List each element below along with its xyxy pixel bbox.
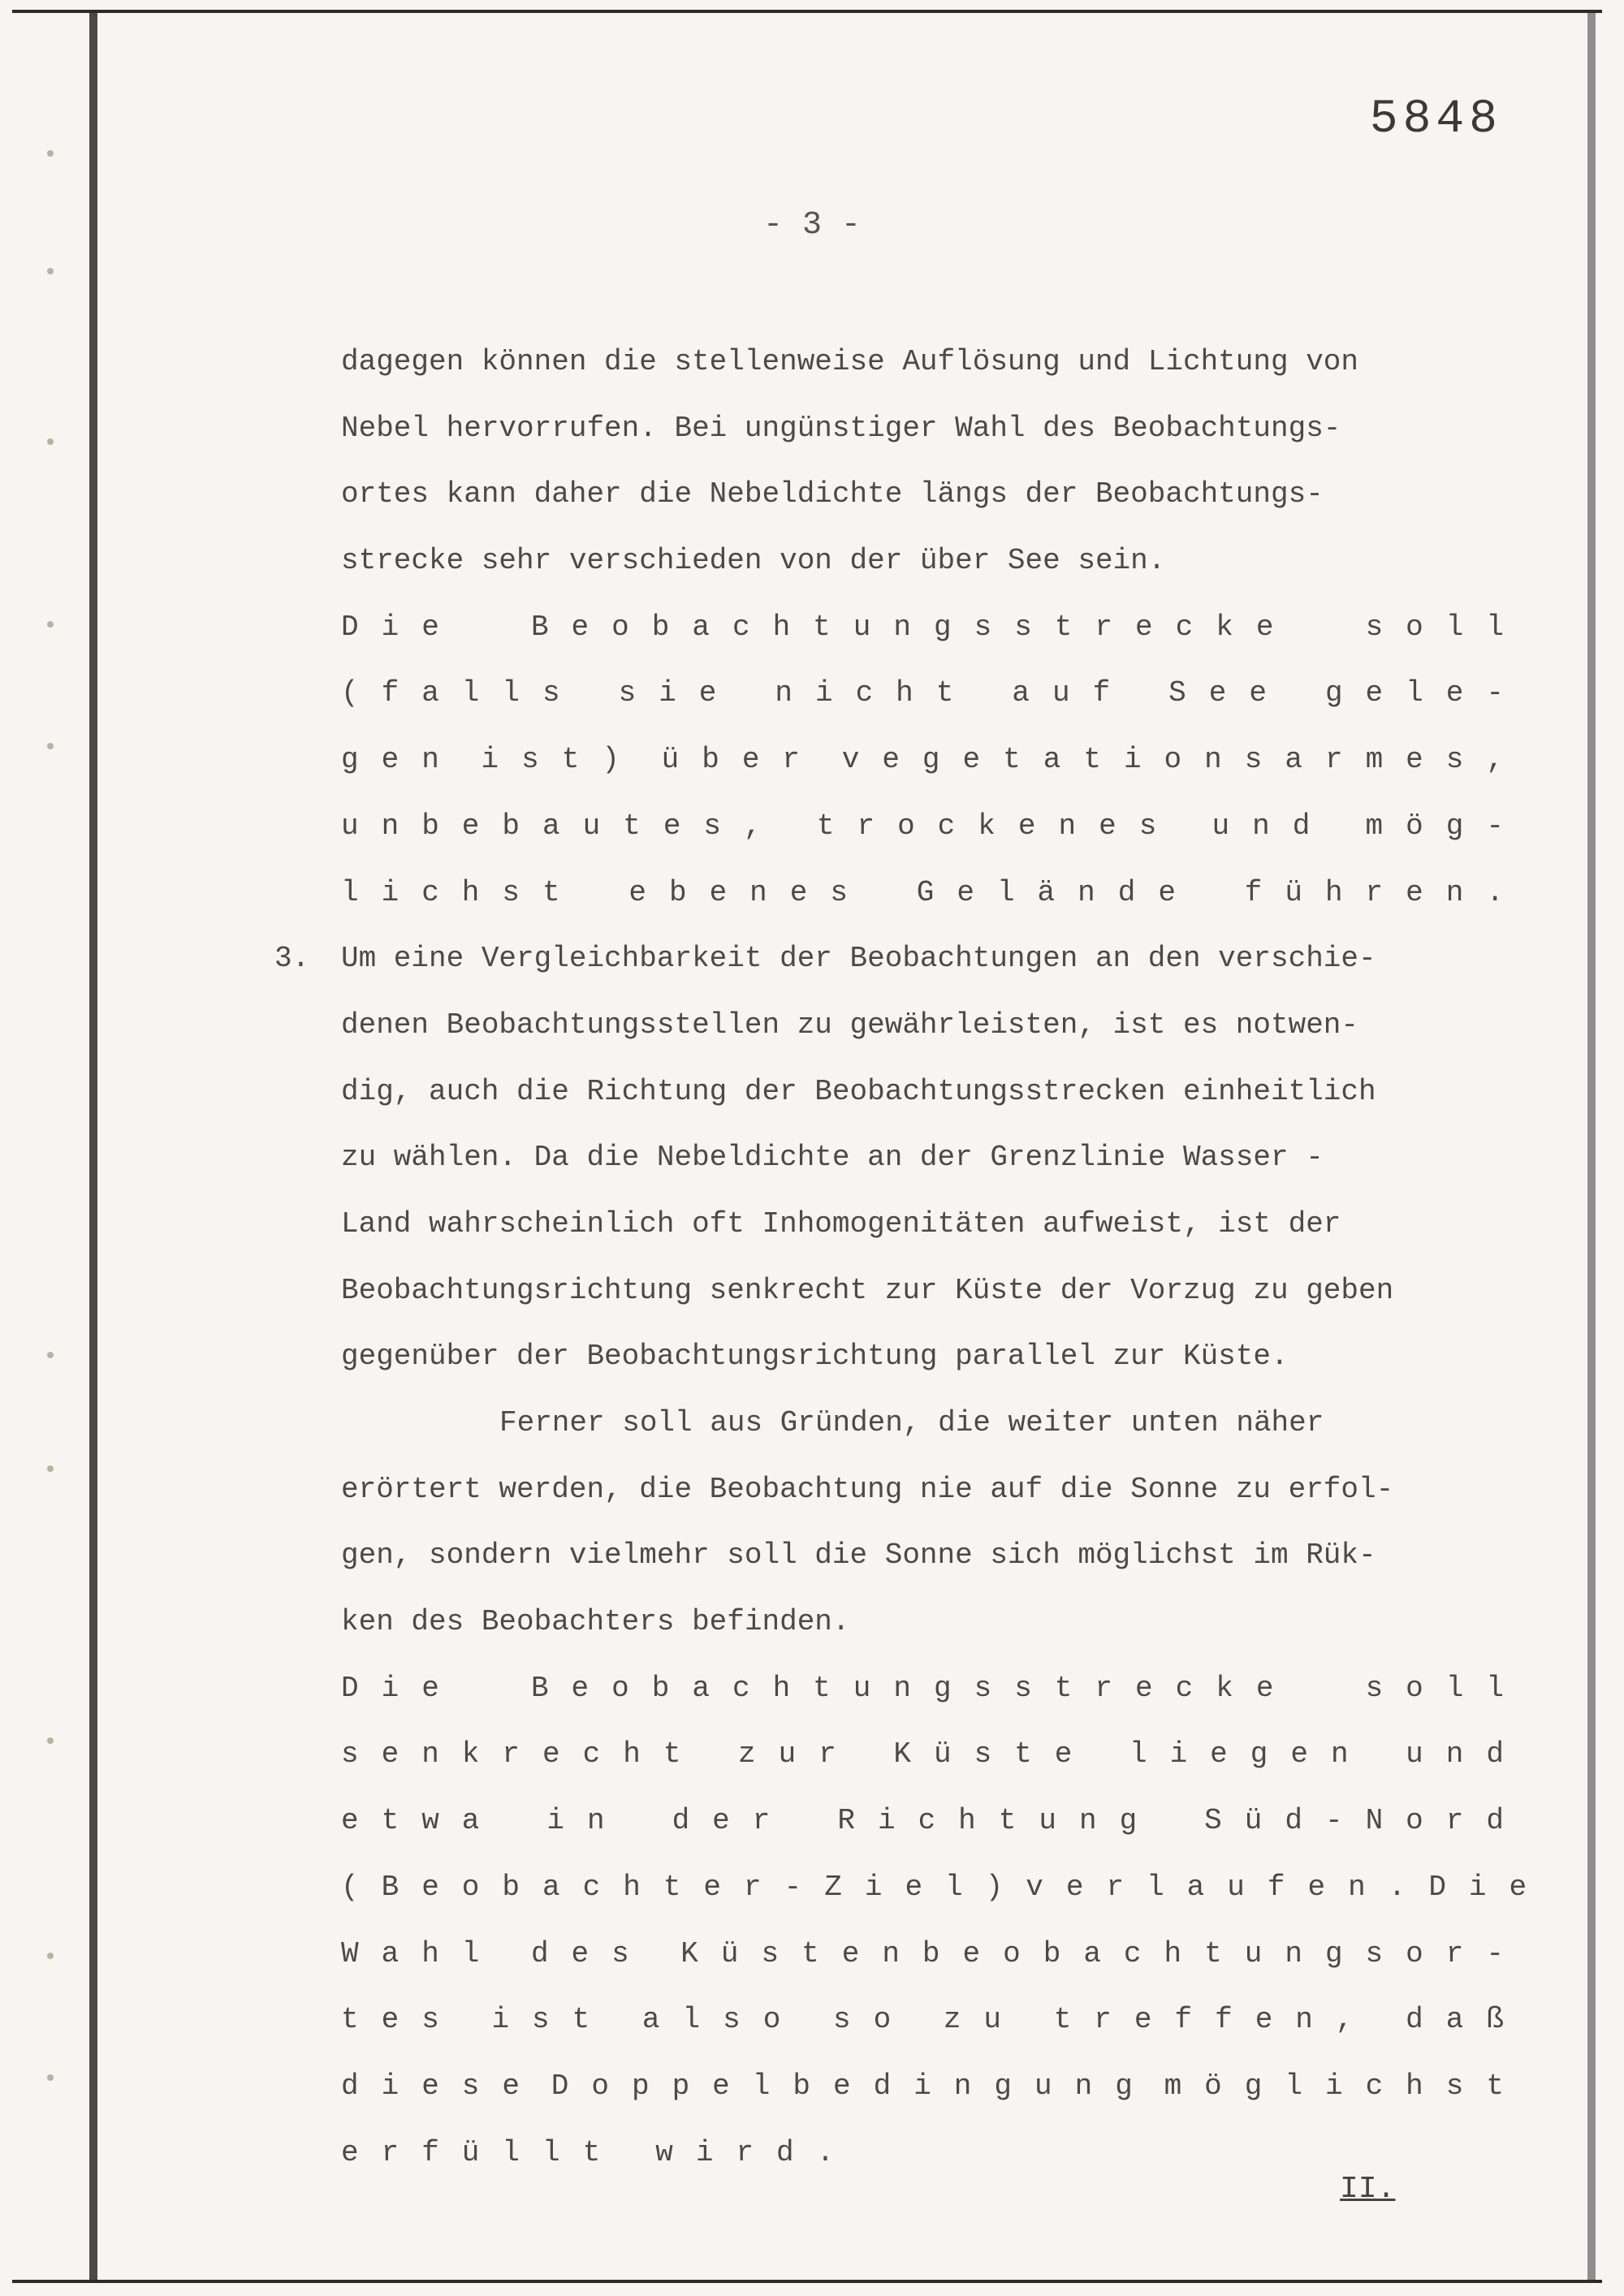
text-line: Um eine Vergleichbarkeit der Beobachtungen an den verschie-	[341, 942, 1376, 976]
spaced-word: vegetationsarmes,	[841, 743, 1527, 777]
spaced-word: Wahl	[341, 1936, 503, 1970]
spaced-word: verlaufen.	[1026, 1870, 1429, 1904]
spaced-word: ist)	[481, 743, 642, 777]
spaced-text-line	[341, 1788, 1527, 1854]
spaced-word: Küste	[893, 1737, 1095, 1772]
spaced-word: nicht	[775, 676, 977, 710]
text-line: ortes kann daher die Nebeldichte längs der Beobachtungs-	[341, 477, 1324, 511]
spaced-word: daß	[1406, 2003, 1527, 2037]
body-text	[274, 329, 1550, 2186]
punch-hole-mark	[47, 2074, 54, 2081]
spaced-text-line	[341, 1854, 1550, 1921]
spaced-text-line	[341, 727, 1527, 793]
spaced-text-line	[341, 1655, 1527, 1722]
spaced-text-line	[341, 594, 1527, 661]
spaced-word: Richtung	[837, 1804, 1160, 1838]
spaced-word: trockenes	[816, 809, 1180, 843]
spaced-word: (falls	[341, 676, 583, 710]
spaced-text-line	[341, 660, 1527, 727]
spaced-word: gen	[341, 743, 462, 777]
spaced-word: unbebautes,	[341, 809, 784, 843]
spaced-word: Beobachtungsstrecke	[530, 1671, 1297, 1705]
spaced-word: möglichst	[1164, 2069, 1527, 2103]
spaced-word: Küstenbeobachtungsor-	[680, 1936, 1527, 1970]
spaced-word: treffen,	[1053, 2003, 1376, 2037]
text-line: Nebel hervorrufen. Bei ungünstiger Wahl des Beobachtungs-	[341, 411, 1341, 445]
spaced-word: senkrecht	[341, 1737, 704, 1772]
page-frame-bottom	[12, 2280, 1602, 2283]
spaced-word: tes	[341, 2003, 462, 2037]
spaced-word: Die	[341, 1671, 462, 1705]
text-line: zu wählen. Da die Nebeldichte an der Grenzlinie Wasser -	[341, 1141, 1324, 1175]
spaced-word: liegen	[1129, 1737, 1371, 1772]
spaced-text-line	[341, 2053, 1527, 2120]
spaced-word: soll	[1365, 610, 1527, 644]
spaced-word: zur	[738, 1737, 859, 1772]
spaced-word: diese	[341, 2069, 543, 2103]
spaced-word: lichst	[341, 875, 583, 909]
punch-hole-mark	[47, 743, 54, 749]
spaced-word: Gelände	[916, 875, 1199, 909]
page-frame-top	[12, 10, 1602, 13]
spaced-text-line	[341, 1987, 1527, 2053]
spaced-word: Beobachtungsstrecke	[530, 610, 1297, 644]
punch-hole-mark	[47, 1465, 54, 1472]
spaced-word: so	[832, 2003, 914, 2037]
spaced-word: über	[661, 743, 823, 777]
text-line: dagegen können die stellenweise Auflösung und Lichtung von	[341, 345, 1359, 378]
spaced-word: erfüllt	[341, 2135, 624, 2169]
text-line: strecke sehr verschieden von der über See sein.	[341, 544, 1166, 578]
text-line: ken des Beobachters befinden.	[341, 1605, 850, 1639]
spaced-word: ebenes	[628, 875, 870, 909]
spaced-word: Die	[1428, 1870, 1550, 1904]
punch-hole-mark	[47, 268, 54, 274]
spaced-word: auf	[1012, 676, 1134, 710]
spaced-text-line	[341, 793, 1527, 860]
spaced-word: Die	[341, 610, 462, 644]
spaced-word: etwa	[341, 1804, 503, 1838]
text-line: dig, auch die Richtung der Beobachtungsstrecken einheitlich	[341, 1074, 1376, 1108]
punch-hole-mark	[47, 1737, 54, 1744]
spaced-word: (Beobachter-Ziel)	[341, 1870, 1026, 1904]
page-number: - 3 -	[762, 207, 862, 244]
punch-hole-mark	[47, 621, 54, 628]
spaced-word: Süd-Nord	[1204, 1804, 1527, 1838]
archive-number: 5848	[1369, 93, 1502, 146]
spaced-word: sie	[618, 676, 740, 710]
punch-hole-mark	[47, 1352, 54, 1358]
spaced-word: ist	[491, 2003, 613, 2037]
spaced-word: See	[1168, 676, 1289, 710]
spaced-word: Doppelbedingung	[551, 2069, 1155, 2103]
text-line: Land wahrscheinlich oft Inhomogenitäten aufweist, ist der	[341, 1206, 1341, 1241]
spaced-word: der	[672, 1804, 793, 1838]
text-line-indented: Ferner soll aus Gründen, die weiter unten näher	[499, 1406, 1324, 1439]
spaced-word: mög-	[1365, 809, 1527, 843]
spaced-word: und	[1406, 1737, 1527, 1772]
spaced-word: also	[641, 2003, 804, 2037]
item-3-first-line	[274, 926, 1527, 992]
punch-hole-mark	[47, 1953, 54, 1959]
spaced-word: des	[530, 1936, 652, 1970]
spaced-text-line	[341, 1721, 1527, 1788]
punch-hole-mark	[47, 150, 54, 157]
item-number: 3.	[274, 942, 310, 976]
spaced-word: gele-	[1324, 676, 1527, 710]
spaced-text-line	[341, 1921, 1527, 1987]
spaced-word: führen.	[1244, 875, 1527, 909]
punch-hole-mark	[47, 438, 54, 445]
spaced-word: und	[1212, 809, 1333, 843]
spaced-word: zu	[943, 2003, 1025, 2037]
spaced-word: in	[546, 1804, 628, 1838]
text-line: gen, sondern vielmehr soll die Sonne sich möglichst im Rük-	[341, 1539, 1376, 1573]
text-line: gegenüber der Beobachtungsrichtung parallel zur Küste.	[341, 1340, 1289, 1374]
text-line: denen Beobachtungsstellen zu gewährleisten, ist es notwen-	[341, 1008, 1359, 1042]
spaced-word: wird.	[655, 2135, 857, 2169]
spaced-text-line	[341, 860, 1527, 926]
left-margin-rule	[89, 13, 97, 2280]
spaced-word: soll	[1365, 1671, 1527, 1705]
text-line: erörtert werden, die Beobachtung nie auf die Sonne zu erfol-	[341, 1472, 1394, 1506]
text-line: Beobachtungsrichtung senkrecht zur Küste der Vorzug zu geben	[341, 1273, 1394, 1307]
right-page-edge	[1587, 13, 1596, 2280]
catchword: II.	[1340, 2172, 1396, 2207]
